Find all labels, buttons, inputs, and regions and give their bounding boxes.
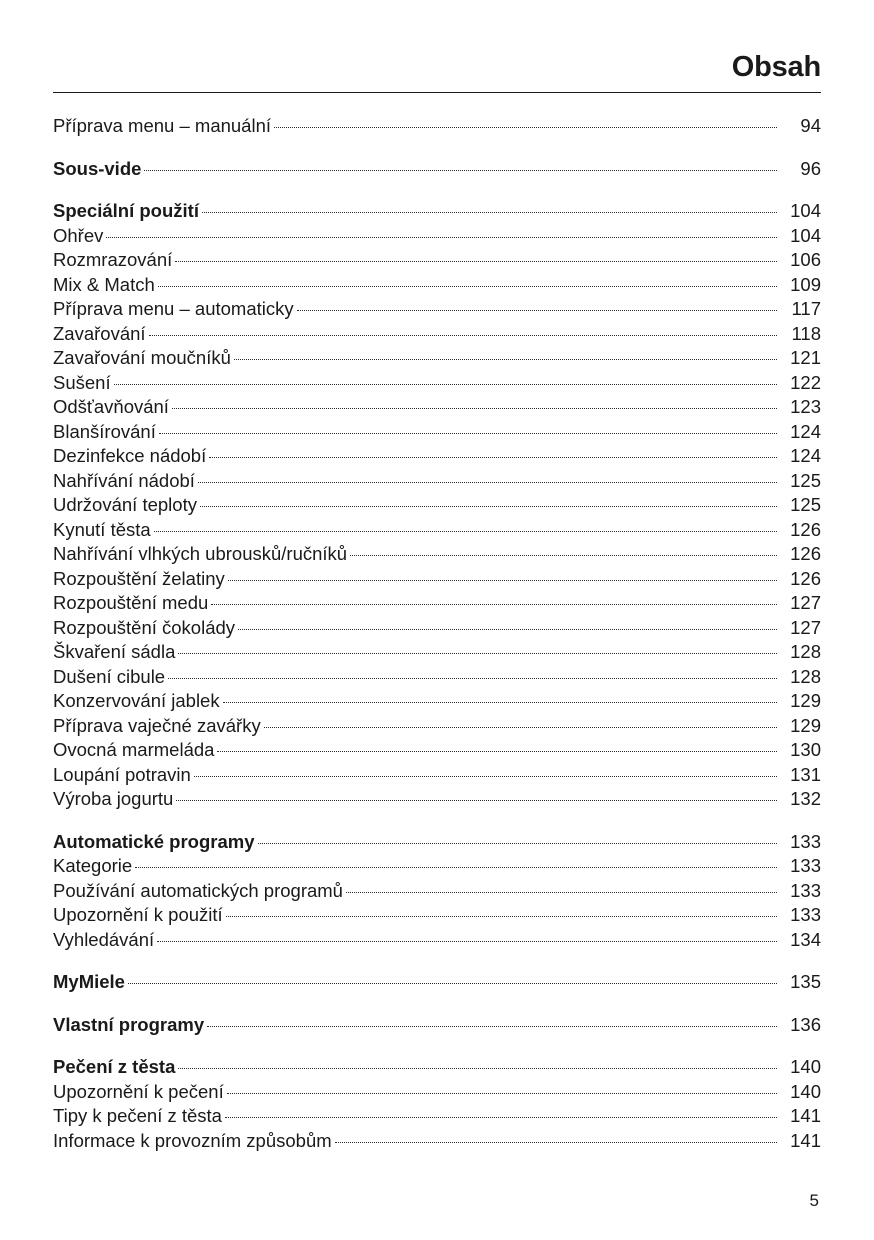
toc-heading-entry[interactable]: [53, 199, 821, 224]
toc-entry-title: Ohřev: [53, 224, 104, 246]
toc-entry-page: 127: [790, 592, 821, 613]
toc-entry[interactable]: [53, 854, 821, 879]
dot-leader: [200, 506, 777, 507]
toc-entry-title: Používání automatických programů: [53, 879, 343, 901]
dot-leader: [211, 604, 777, 605]
toc-entry[interactable]: [53, 1104, 821, 1129]
toc-entry-page: 140: [790, 1056, 821, 1077]
toc-entry-page: 109: [790, 273, 821, 295]
toc-entry[interactable]: [53, 493, 821, 518]
dot-leader: [168, 678, 777, 679]
toc-entry-title: Tipy k pečení z těsta: [53, 1105, 222, 1126]
toc-entry-page: 136: [790, 1013, 821, 1035]
toc-entry-title: Automatické programy: [53, 830, 255, 852]
toc-entry-page: 128: [790, 665, 821, 687]
toc-entry-page: 141: [790, 1129, 821, 1151]
toc-entry[interactable]: [53, 420, 821, 445]
page-number: 5: [809, 1191, 819, 1210]
dot-leader: [274, 127, 777, 128]
toc-entry-page: 94: [800, 115, 821, 136]
toc-entry-page: 127: [790, 616, 821, 638]
toc-entry-title: Konzervování jablek: [53, 690, 220, 711]
toc-entry-title: Dušení cibule: [53, 665, 166, 687]
toc-entry-title: Příprava menu – automaticky: [53, 298, 294, 319]
dot-leader: [114, 384, 777, 385]
toc-entry-title: Zavařování: [53, 322, 146, 344]
toc-entry-title: Blanšírování: [53, 420, 156, 442]
toc-entry-page: 132: [790, 788, 821, 809]
toc-entry[interactable]: [53, 469, 821, 494]
toc-entry-page: 126: [790, 543, 821, 564]
toc-entry[interactable]: [53, 322, 821, 347]
dot-leader: [176, 800, 777, 801]
dot-leader: [335, 1142, 777, 1143]
toc-entry[interactable]: [53, 114, 821, 139]
dot-leader: [135, 867, 777, 868]
toc-entry[interactable]: [53, 591, 821, 616]
toc-heading-entry[interactable]: [53, 1013, 821, 1038]
toc-entry[interactable]: [53, 714, 821, 739]
toc-entry-page: 133: [790, 855, 821, 876]
toc-entry-title: Kategorie: [53, 855, 133, 876]
toc-entry-title: Rozpouštění želatiny: [53, 567, 225, 589]
toc-section: [53, 830, 821, 953]
toc-entry[interactable]: [53, 1129, 821, 1154]
toc-entry-page: 117: [791, 298, 821, 319]
toc-entry[interactable]: [53, 444, 821, 469]
toc-entry-title: Nahřívání nádobí: [53, 469, 195, 491]
toc-section: [53, 1055, 821, 1153]
toc-entry-page: 140: [790, 1080, 821, 1102]
toc-entry-page: 133: [790, 830, 821, 852]
toc-entry-title: Mix & Match: [53, 273, 155, 295]
toc-entry-title: Zavařování moučníků: [53, 347, 231, 368]
toc-entry-title: Odšťavňování: [53, 396, 169, 417]
toc-entry-page: 126: [790, 567, 821, 589]
dot-leader: [158, 286, 777, 287]
dot-leader: [178, 1068, 777, 1069]
toc-entry[interactable]: [53, 542, 821, 567]
toc-entry-title: Loupání potravin: [53, 763, 191, 785]
dot-leader: [128, 983, 777, 984]
toc-entry[interactable]: [53, 738, 821, 763]
toc-entry-title: MyMiele: [53, 971, 125, 992]
toc-entry-page: 106: [790, 249, 821, 270]
toc-entry[interactable]: [53, 248, 821, 273]
toc-entry[interactable]: [53, 787, 821, 812]
toc-section: [53, 970, 821, 995]
dot-leader: [172, 408, 777, 409]
toc-entry[interactable]: [53, 928, 821, 953]
toc-entry[interactable]: [53, 763, 821, 788]
toc-entry[interactable]: [53, 224, 821, 249]
toc-entry-title: Udržování teploty: [53, 494, 197, 515]
toc-section: [53, 114, 821, 139]
toc-entry-title: Příprava menu – manuální: [53, 115, 272, 136]
dot-leader: [154, 531, 777, 532]
dot-leader: [228, 580, 777, 581]
toc-entry[interactable]: [53, 616, 821, 641]
toc-entry[interactable]: [53, 371, 821, 396]
dot-leader: [178, 653, 777, 654]
toc-entry-title: Sous-vide: [53, 157, 142, 179]
dot-leader: [226, 916, 777, 917]
toc-entry[interactable]: [53, 879, 821, 904]
toc-entry-title: Upozornění k pečení: [53, 1080, 224, 1102]
page-header: [53, 46, 821, 93]
toc-heading-entry[interactable]: [53, 830, 821, 855]
toc-entry-title: Vlastní programy: [53, 1013, 205, 1035]
toc-entry-page: 123: [790, 396, 821, 417]
toc-entry-page: 126: [790, 518, 821, 540]
dot-leader: [159, 433, 777, 434]
dot-leader: [144, 170, 777, 171]
toc-entry-title: Vyhledávání: [53, 928, 155, 950]
toc-entry[interactable]: [53, 518, 821, 543]
toc-entry[interactable]: [53, 346, 821, 371]
toc-heading-entry[interactable]: [53, 970, 821, 995]
toc-entry-page: 129: [790, 714, 821, 736]
toc-heading-entry[interactable]: [53, 157, 821, 182]
toc-entry-page: 135: [790, 971, 821, 992]
toc-entry-title: Rozpouštění medu: [53, 592, 209, 613]
toc-entry[interactable]: [53, 273, 821, 298]
toc-entry-page: 118: [791, 322, 821, 344]
toc-entry-title: Ovocná marmeláda: [53, 739, 215, 760]
toc-section: [53, 157, 821, 182]
dot-leader: [234, 359, 777, 360]
dot-leader: [225, 1117, 777, 1118]
toc-entry-title: Pečení z těsta: [53, 1056, 176, 1077]
page-title: Obsah: [731, 51, 821, 83]
dot-leader: [346, 892, 777, 893]
toc-entry[interactable]: [53, 665, 821, 690]
toc-entry[interactable]: [53, 395, 821, 420]
toc-entry-page: 125: [790, 469, 821, 491]
toc-entry-page: 131: [790, 763, 821, 785]
toc-entry-title: Nahřívání vlhkých ubrousků/ručníků: [53, 543, 348, 564]
toc-entry-title: Příprava vaječné zavářky: [53, 714, 261, 736]
toc-entry-title: Rozpouštění čokolády: [53, 616, 236, 638]
dot-leader: [227, 1093, 777, 1094]
toc-entry[interactable]: [53, 297, 821, 322]
toc-entry-page: 130: [790, 739, 821, 760]
toc-entry-page: 129: [790, 690, 821, 711]
toc-entry-title: Upozornění k použití: [53, 904, 223, 925]
toc-entry-title: Informace k provozním způsobům: [53, 1129, 332, 1151]
toc-entry[interactable]: [53, 640, 821, 665]
dot-leader: [297, 310, 777, 311]
toc-section: [53, 1013, 821, 1038]
dot-leader: [198, 482, 777, 483]
dot-leader: [238, 629, 777, 630]
toc-entry-page: 122: [790, 371, 821, 393]
dot-leader: [350, 555, 777, 556]
toc-entry[interactable]: [53, 689, 821, 714]
toc-entry[interactable]: [53, 567, 821, 592]
toc-entry-title: Speciální použití: [53, 200, 199, 221]
toc-entry-page: 128: [790, 641, 821, 662]
toc-entry-page: 124: [790, 445, 821, 466]
toc-entry-title: Škvaření sádla: [53, 641, 176, 662]
toc-entry-page: 121: [790, 347, 821, 368]
toc-entry-title: Kynutí těsta: [53, 518, 151, 540]
toc-heading-entry[interactable]: [53, 1055, 821, 1080]
dot-leader: [149, 335, 777, 336]
table-of-contents: [53, 114, 821, 1171]
toc-entry-title: Dezinfekce nádobí: [53, 445, 207, 466]
toc-entry-page: 104: [790, 200, 821, 221]
dot-leader: [264, 727, 777, 728]
dot-leader: [223, 702, 777, 703]
dot-leader: [175, 261, 777, 262]
toc-entry-page: 133: [790, 904, 821, 925]
toc-entry[interactable]: [53, 903, 821, 928]
toc-entry-page: 124: [790, 420, 821, 442]
toc-entry-title: Sušení: [53, 371, 111, 393]
toc-section: [53, 199, 821, 812]
toc-entry-title: Rozmrazování: [53, 249, 173, 270]
toc-entry[interactable]: [53, 1080, 821, 1105]
toc-entry-page: 134: [790, 928, 821, 950]
toc-entry-page: 133: [790, 879, 821, 901]
dot-leader: [258, 843, 778, 844]
toc-entry-page: 96: [800, 157, 821, 179]
toc-entry-page: 104: [790, 224, 821, 246]
dot-leader: [217, 751, 777, 752]
dot-leader: [194, 776, 777, 777]
dot-leader: [106, 237, 777, 238]
dot-leader: [202, 212, 777, 213]
dot-leader: [209, 457, 777, 458]
dot-leader: [207, 1026, 777, 1027]
toc-entry-page: 141: [790, 1105, 821, 1126]
toc-entry-page: 125: [790, 494, 821, 515]
dot-leader: [157, 941, 777, 942]
toc-entry-title: Výroba jogurtu: [53, 788, 174, 809]
